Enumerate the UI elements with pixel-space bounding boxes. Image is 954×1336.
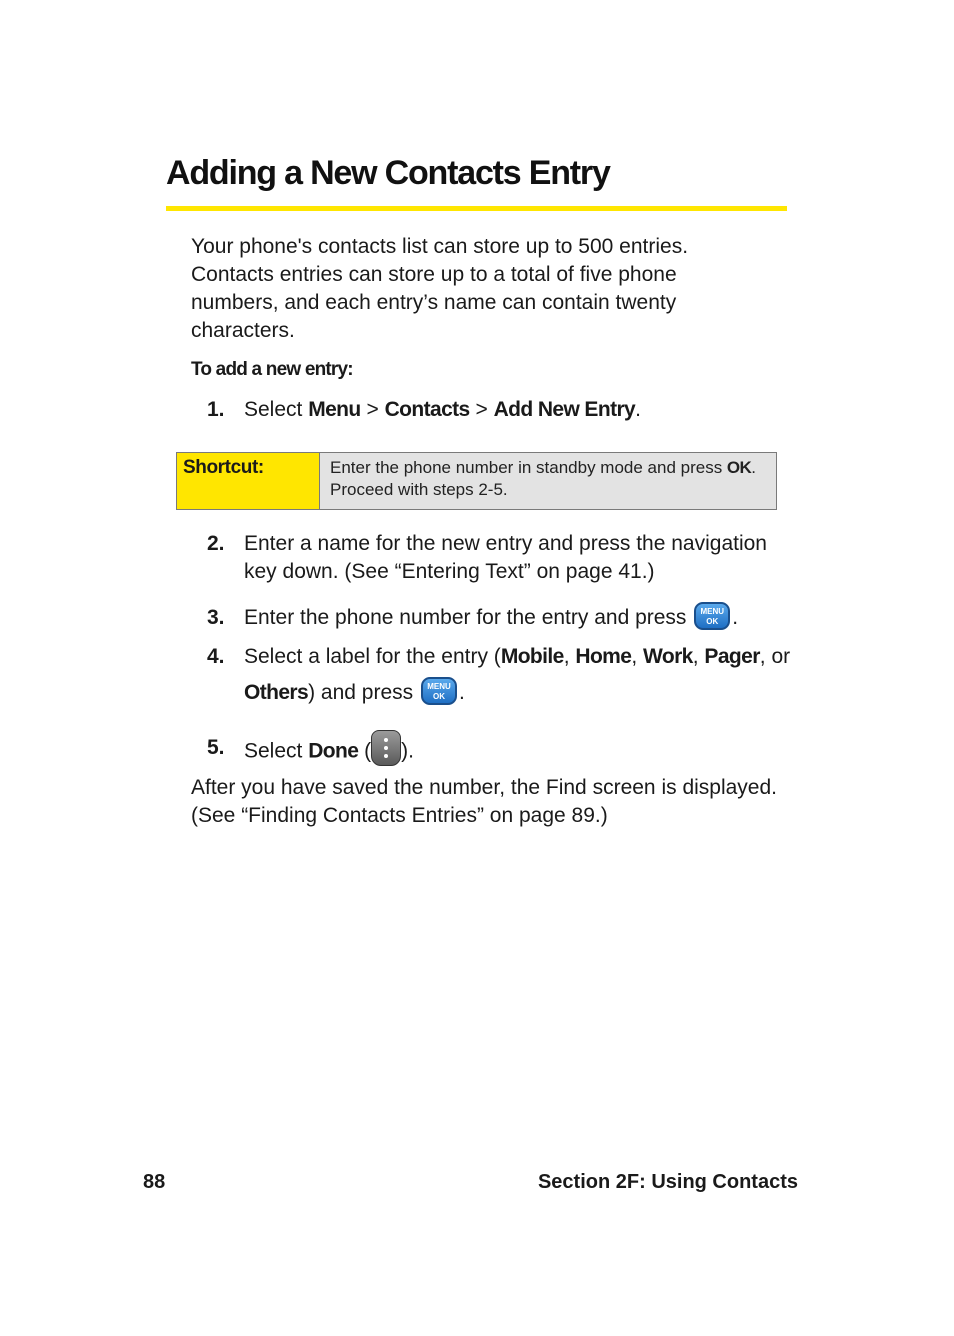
step-text-part: .: [458, 681, 465, 704]
step-2: [207, 530, 797, 586]
step-3: [207, 604, 797, 632]
intro-paragraph: Your phone's contacts list can store up to 500 entries. Contacts entries can store up to a total of five phone numbers, and each entry’s name can contain twenty characters.: [191, 235, 689, 342]
page-number: 88: [143, 1171, 166, 1193]
shortcut-text-part: Enter the phone number in standby mode and press: [330, 458, 727, 477]
step-text-part: Enter the phone number for the entry and press: [244, 606, 693, 629]
done-term: Done: [308, 739, 359, 763]
step-number: 1.: [207, 398, 225, 421]
work-term: Work: [643, 645, 693, 668]
menu-ok-key-icon: [694, 602, 730, 630]
others-term: Others: [244, 681, 309, 704]
ok-term: OK: [726, 458, 752, 477]
mobile-term: Mobile: [500, 645, 564, 668]
separator: ,: [692, 645, 705, 668]
separator: , or: [759, 645, 791, 668]
step-text-part: Select: [244, 398, 309, 421]
menu-ok-key-icon: [421, 677, 457, 705]
step-text-part: .: [635, 398, 641, 421]
separator: >: [469, 398, 494, 421]
separator: ,: [631, 645, 644, 668]
step-number: 3.: [207, 606, 225, 629]
shortcut-box: [176, 452, 777, 510]
key-label: OK: [432, 692, 445, 702]
shortcut-text: [320, 453, 776, 509]
step-text-part: ) and press: [308, 681, 419, 704]
step-text-part: .: [732, 606, 739, 629]
section-title: Section 2F: Using Contacts: [537, 1171, 798, 1193]
step-1: [207, 396, 797, 424]
add-new-entry-term: Add New Entry: [493, 398, 636, 421]
pager-term: Pager: [704, 645, 760, 668]
step-5: [207, 734, 797, 770]
step-number: 2.: [207, 532, 225, 555]
separator: >: [360, 398, 385, 421]
title-underline: [166, 206, 787, 211]
key-label: MENU: [427, 682, 451, 692]
separator: ,: [563, 645, 576, 668]
step-4: [207, 643, 797, 715]
key-label: MENU: [700, 607, 725, 617]
page-title: Adding a New Contacts Entry: [166, 154, 610, 192]
step-text: [244, 639, 797, 711]
step-text-part: (: [358, 739, 372, 763]
step-number: 5.: [207, 736, 225, 759]
step-text-part: ).: [401, 739, 414, 763]
home-term: Home: [575, 645, 632, 668]
key-label: OK: [706, 617, 719, 627]
step-number: 4.: [207, 645, 225, 668]
options-softkey-icon: [371, 730, 401, 766]
step-text: [244, 734, 797, 770]
shortcut-text-part: . Proceed with steps 2-5.: [330, 458, 756, 499]
procedure-subheading: To add a new entry:: [191, 359, 353, 380]
step-text-part: Select: [244, 739, 309, 763]
outro-paragraph: After you have saved the number, the Find screen is displayed. (See “Finding Contacts Entries” on page 89.): [191, 776, 778, 827]
shortcut-label: Shortcut:: [177, 453, 320, 509]
contacts-term: Contacts: [384, 398, 470, 421]
menu-term: Menu: [308, 398, 361, 421]
step-text-part: Select a label for the entry (: [244, 645, 501, 668]
step-text: [244, 396, 797, 424]
step-text: [244, 604, 797, 632]
step-text: Enter a name for the new entry and press the navigation key down. (See “Entering Text” on page 41.): [244, 532, 767, 583]
